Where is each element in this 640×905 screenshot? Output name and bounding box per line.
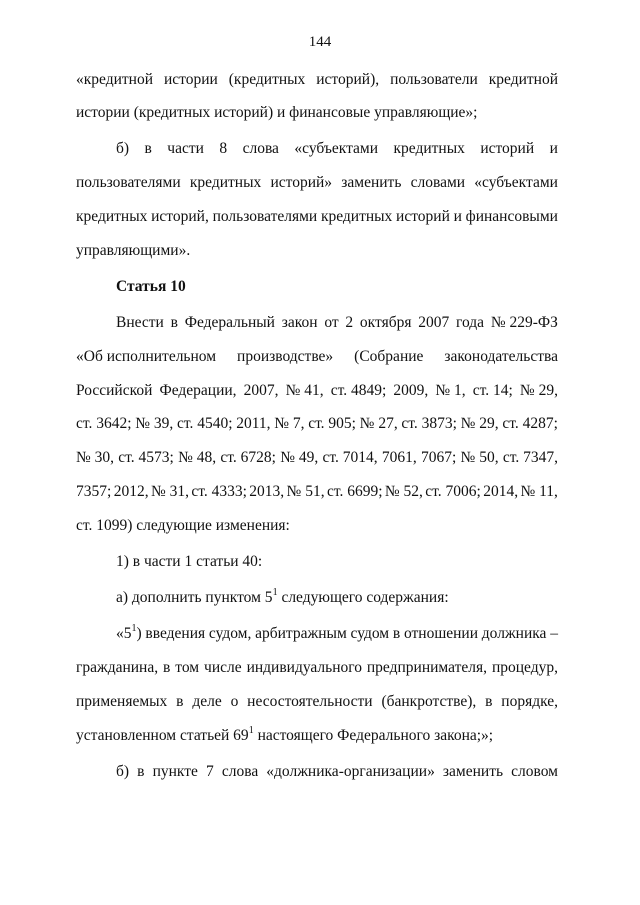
text-line (76, 482, 558, 502)
text-line (76, 381, 558, 401)
text-word: 2007, (243, 382, 279, 399)
text-word: индивидуального (246, 659, 362, 676)
text-word: предпринимателя, (366, 659, 488, 676)
text-line (76, 207, 558, 227)
text-word: ст. 6699; (326, 483, 383, 500)
text-word: пункте (152, 763, 198, 780)
text-word: кредитных (76, 208, 148, 225)
text-word: пользователями (76, 174, 181, 191)
text-word: ст. 4540; (176, 415, 233, 432)
text-word: в (144, 140, 152, 157)
text-word: заменить (442, 763, 504, 780)
text-word: № 11, (520, 483, 558, 500)
text-word: Федеральный (184, 314, 275, 331)
text-word: ст. 6728; (220, 449, 276, 466)
text-word: Федерации, (159, 382, 237, 399)
article-heading: Статья 10 (116, 278, 186, 295)
text-line: истории (кредитных историй) и финансовые управляющие»; (76, 104, 478, 121)
text-word: года (456, 314, 485, 331)
text-fragment: «5 (116, 625, 132, 642)
text-word: б) (116, 763, 130, 780)
text-fragment: установленном статьей 69 (76, 727, 249, 744)
text-word: (Собрание (354, 348, 424, 365)
text-word: ст. 7006; (425, 483, 481, 500)
text-word: 2014, (483, 483, 519, 500)
text-word: кредитной (488, 71, 558, 88)
text-word: 7067; (420, 449, 457, 466)
text-word: 2011, (236, 415, 271, 432)
text-word: № 31, (150, 483, 189, 500)
text-word: «должника-организации» (266, 763, 435, 780)
text-word: ст. 14; (472, 382, 513, 399)
text-word: пользователями (212, 208, 318, 225)
text-word: историй), (316, 71, 380, 88)
text-word: ст. 7014, (322, 449, 378, 466)
text-word: 2 (345, 314, 354, 331)
text-line: 1) в части 1 статьи 40: (116, 553, 263, 570)
text-word: 2013, (249, 483, 285, 500)
text-word: ст. 4333; (191, 483, 247, 500)
text-fragment: ) (136, 625, 142, 642)
text-word: 2007 (418, 314, 450, 331)
text-word: должника (481, 625, 547, 642)
text-line (76, 414, 558, 434)
text-word: № 229-ФЗ (490, 314, 558, 331)
text-word: кредитных (393, 140, 465, 157)
text-word: и (549, 140, 558, 157)
text-word: ст. 4287; (502, 415, 558, 432)
text-line (76, 70, 558, 90)
text-fragment: настоящего Федерального закона;»; (253, 727, 494, 744)
text-word: историй (480, 140, 535, 157)
text-word: слова (242, 140, 279, 157)
text-word: в (170, 314, 178, 331)
text-word: (банкротстве), (381, 693, 477, 710)
text-word: № 52, (384, 483, 423, 500)
text-line (116, 588, 558, 608)
text-word: производстве» (237, 348, 334, 365)
text-line (76, 173, 558, 193)
text-word: кредитных (320, 208, 393, 225)
text-word: судом (350, 625, 390, 642)
text-word: № 50, (460, 449, 499, 466)
text-word: в (392, 625, 401, 642)
text-word: (кредитных (228, 71, 306, 88)
text-word: 7061, (381, 449, 417, 466)
text-word: Российской (76, 382, 153, 399)
text-word: несостоятельности (247, 693, 373, 710)
text-line (76, 692, 558, 712)
text-word: истории (163, 71, 218, 88)
text-word: № 7, (274, 415, 305, 432)
text-line (116, 139, 558, 159)
text-word: № 41, (285, 382, 324, 399)
text-word: пользователи (390, 71, 478, 88)
text-word: ст. 3873; (401, 415, 457, 432)
text-word: от (324, 314, 339, 331)
text-word: историй (396, 208, 450, 225)
text-word: судом, (208, 625, 252, 642)
text-word: отношении (403, 625, 479, 642)
text-word: арбитражным (255, 625, 347, 642)
text-word: «субъектами (474, 174, 558, 191)
text-word: процедур, (491, 659, 558, 676)
text-line (76, 658, 558, 678)
text-word: 7 (206, 763, 214, 780)
text-word: части (167, 140, 204, 157)
text-word: ст. 4573; (118, 449, 174, 466)
text-word: б) (116, 140, 130, 157)
text-word: и (453, 208, 462, 225)
text-word: «кредитной (76, 71, 154, 88)
text-word: № 29, (460, 415, 499, 432)
superscript: 1 (131, 622, 137, 634)
text-word: ст. 7347, (502, 449, 558, 466)
text-word: в (485, 693, 493, 710)
text-word: октября (359, 314, 412, 331)
text-word: ст. 905; (308, 415, 356, 432)
text-fragment: а) дополнить пунктом 5 (116, 589, 273, 606)
text-word: в (163, 659, 171, 676)
text-word: 8 (219, 140, 228, 157)
text-word: № 1, (435, 382, 466, 399)
text-word: словами (410, 174, 466, 191)
text-fragment: следующего содержания: (277, 589, 449, 606)
superscript: 1 (272, 586, 278, 598)
text-word: ст. 4849; (330, 382, 387, 399)
text-word: 2012, (113, 483, 149, 500)
text-line (76, 726, 558, 746)
text-word: № 39, (135, 415, 174, 432)
text-word: «Об исполнительном (76, 348, 217, 365)
text-word: – (550, 625, 558, 642)
text-line (116, 313, 558, 333)
text-word: № 48, (178, 449, 217, 466)
text-line (116, 762, 558, 782)
text-word: Внести (116, 314, 164, 331)
text-word: о (230, 693, 239, 710)
superscript: 1 (248, 724, 254, 736)
text-word: гражданина, (76, 659, 159, 676)
text-line: ст. 1099) следующие изменения: (76, 517, 290, 534)
text-word: в (137, 763, 145, 780)
text-word: историй, (151, 208, 209, 225)
text-word: словом (511, 763, 558, 780)
text-line: управляющими». (76, 242, 191, 259)
text-fragment (116, 624, 142, 644)
text-line (116, 624, 558, 644)
text-word: слова (221, 763, 259, 780)
text-word: ст. 3642; (76, 415, 132, 432)
text-word: финансовыми (465, 208, 558, 225)
text-word: № 27, (359, 415, 398, 432)
text-word: деле (192, 693, 222, 710)
text-word: «субъектами (294, 140, 379, 157)
page-number: 144 (308, 34, 332, 50)
text-word: № 51, (286, 483, 325, 500)
text-word: в (176, 693, 184, 710)
text-word: № 49, (280, 449, 319, 466)
text-word: № 30, (76, 449, 115, 466)
text-word: числе (204, 659, 242, 676)
text-word: № 29, (519, 382, 558, 399)
text-word: законодательства (444, 348, 558, 365)
text-word: заменить (341, 174, 402, 191)
text-word: том (175, 659, 200, 676)
text-word: 7357; (76, 483, 112, 500)
text-line (76, 448, 558, 468)
text-word: введения (145, 625, 206, 642)
text-word: закон (281, 314, 318, 331)
text-line (76, 347, 558, 367)
text-word: 2009, (393, 382, 429, 399)
text-word: применяемых (76, 693, 168, 710)
text-word: порядке, (501, 693, 558, 710)
text-word: историй» (270, 174, 333, 191)
text-word: кредитных (189, 174, 262, 191)
